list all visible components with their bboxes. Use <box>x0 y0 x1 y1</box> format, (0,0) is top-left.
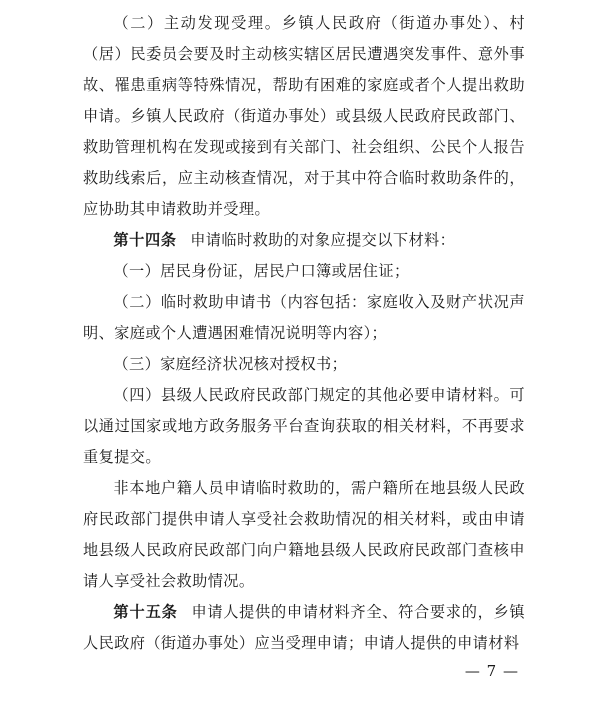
page-number: — 7 — <box>464 662 519 680</box>
paragraph-text: （三）家庭经济状况核对授权书； <box>113 355 348 373</box>
paragraph-text: （二）主动发现受理。乡镇人民政府（街道办事处）、村（居）民委员会要及时主动核实辖区居民遭遇突发事件、意外事故、罹患重病等特殊情况，帮助有困难的家庭或者个人提出救助申请。乡镇人民政府（街道办事处）或县级人民政府民政部门、救助管理机构在发现或接到有关部门、社会组织、公民个人报告救助线索后，应主动核查情况，对于其中符合临时救助条件的，应协助其申请救助并受理。 <box>83 14 525 218</box>
paragraph-text: 非本地户籍人员申请临时救助的，需户籍所在地县级人民政府民政部门提供申请人享受社会救助情况的相关材料，或由申请地县级人民政府民政部门向户籍地县级人民政府民政部门查核申请人享受社会救助情况。 <box>83 479 525 590</box>
paragraph-text: 申请临时救助的对象应提交以下材料： <box>190 231 456 249</box>
paragraph-text: 申请人提供的申请材料齐全、符合要求的，乡镇人民政府（街道办事处）应当受理申请；申请人提供的申请材料 <box>83 603 525 652</box>
document-body <box>83 8 525 659</box>
paragraph-article-15 <box>83 597 525 659</box>
paragraph-text: （二）临时救助申请书（内容包括：家庭收入及财产状况声明、家庭或个人遭遇困难情况说明等内容）； <box>83 293 525 342</box>
article-heading: 第十五条 <box>113 603 178 621</box>
paragraph-text: （一）居民身份证，居民户口簿或居住证； <box>113 262 410 280</box>
paragraph-article-14 <box>83 225 525 256</box>
paragraph-active-discovery <box>83 8 525 225</box>
paragraph-item-4 <box>83 380 525 473</box>
paragraph-text: （四）县级人民政府民政部门规定的其他必要申请材料。可以通过国家或地方政务服务平台查询获取的相关材料，不再要求重复提交。 <box>83 386 525 466</box>
paragraph-item-3 <box>83 349 525 380</box>
paragraph-item-2 <box>83 287 525 349</box>
paragraph-non-local-residents <box>83 473 525 597</box>
article-heading: 第十四条 <box>113 231 177 249</box>
paragraph-item-1 <box>83 256 525 287</box>
